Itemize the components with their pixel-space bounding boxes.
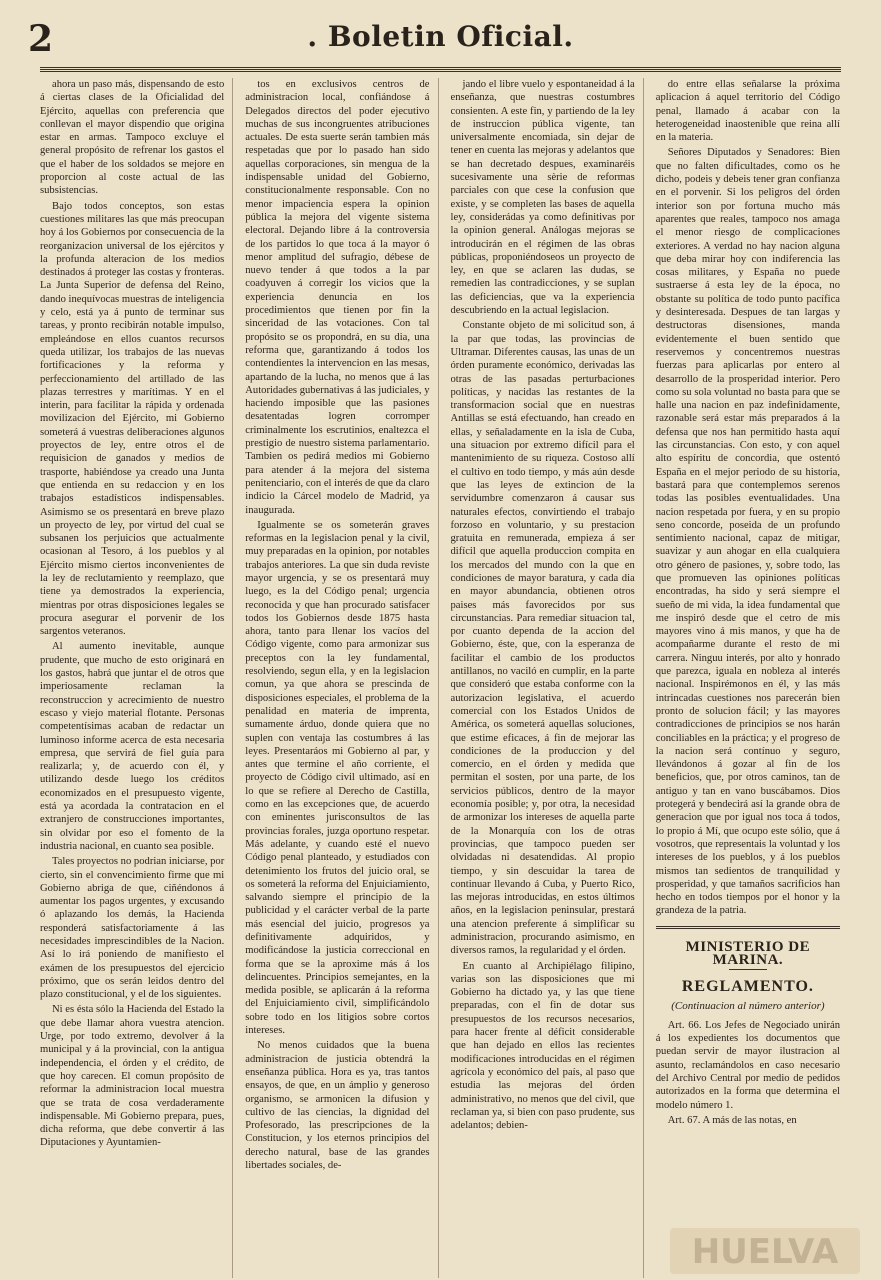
col3-paragraph: En cuanto al Archipiélago filipino, varias son las disposiciones que mi Gobierno ha dictado ya, y las que tiene preparadas, con el fin de dotar sus presupuestos de los recursos necesarios, para hacer frente al déficit considerable que han dejado en ellos las recientes modificaciones introducidas en el régimen agrícola y económico del país, al paso que estudia las mejoras del órden administrativo, no menos que del civil, que reclaman ya, si bien con paso prudente, sus adelantos; debien- bbox=[450, 960, 635, 1132]
col1-paragraph: Ni es ésta sólo la Hacienda del Estado la que debe llamar ahora vuestra atencion. Urge, por todo extremo, devolver á la municipal y á la provincial, con la antigua independencia, el órden y el crédito, de que hoy carecen. El comun propósito de reformar la administracion local muestra que se trata de cosa verdaderamente indispensable. Mi Gobierno prepara, pues, dicha reforma, que debe convertir á las Diputaciones y Ayuntamien- bbox=[40, 1004, 225, 1149]
col3-paragraph: Constante objeto de mi solicitud son, á la par que todas, las provincias de Ultramar. Diferentes causas, las unas de un órden puramente económico, derivadas las otras de las pasadas perturbaciones políticas, y nacidas las restantes de la transformacion social que en nuestras Antillas se está efectuando, han creado en ellas, y señaladamente en la isla de Cuba, una situacion por extremo difícil para el mantenimiento de su riqueza. Costoso allí el cultivo en todo tiempo, y más aún desde que las leyes de extincion de la servidumbre comenzaron á causar sus naturales efectos, convirtiendo el trabajo forzoso en voluntario, y su prestacion gratuita en remunerada, empieza á ser difícil que aquella produccion compita en los mercados del mundo con la que en condiciones de mayor baratura, y cada dia en mayor abundancia, obtienen otros paises más favorecidos por sus circunstancias. Para remediar situacion tal, por cuanto dependa de la accion del Gobierno, éste, que, con la esperanza de facilitar el cambio de los productos antillanos, no vaciló en cumplir, en la parte que consideró que estaba conforme con la autorizacion legislativa, el acuerdo comercial con los Estados Unidos de América, os someterá aquellas soluciones, que estime eficaces, á fin de mejorar las condiciones de la produccion y del comercio, en el órden y medida que permitan el sosten, por una parte, de los servicios públicos, dentro de la mayor economía posible; y, por otra, la necesidad de armonizar los intereses de aquella parte de la Monarquía con los de otras provincias, que tampoco pueden ser olvidadas ni desatendidas. Al propio tiempo, y sin descuidar la tarea de continuar llevando á Cuba, y Puerto Rico, las mejoras introducidas, en estos últimos años, en la legislacion peninsular, prestará una atencion preferente á simplificar su administracion, procurando asimismo, en diversos ramos, la regularidad y el órden. bbox=[450, 320, 635, 957]
col1-paragraph: Bajo todos conceptos, son estas cuestiones militares las que más preocupan hoy á los Gobiernos por consecuencia de la reorganizacion universal de los ejércitos y la profunda alteracion de los medios destinados á proteger las costas y fronteras. La Junta Superior de defensa del Reino, dando inequívocas muestras de inteligencia y celo, está ya á punto de terminar sus tareas, y pronto recibirán notable impulso, empleándose en ellos cuantos recursos queda utilizar, los trabajos de las nuevas fortificaciones y la reforma y perfeccionamiento del artillado de las plazas terrestres y marítimas. Y en el interin, para facilitar la rápida y ordenada movilizacion del Ejército, mi Gobierno someterá á vuestras deliberaciones algunos proyectos de ley, entre otros el de requisicion de ganados y medios de trasporte, habiéndose ya creado una Junta que entienda en su redaccion y en los trabajos estadísticos indispensables. Asimismo se os presentará en breve plazo un proyecto de ley, por virtud del cual se subsanen los perjuicios que actualmente ocasionan al Tesoro, á los pueblos y al Ejército mismo ciertos inconvenientes de la ley de reclutamiento y reemplazo, que tiene ya demostrados la experiencia, mientras por otras disposiciones legales se procura asegurar el porvenir de los sargentos veteranos. bbox=[40, 200, 225, 638]
article-paragraph: Art. 66. Los Jefes de Negociado unirán á los expedientes los documentos que puedan servir de mayor ilustracion al asunto, reclamándolos en caso necesario del Archivo Central por medio de pedidos autorizados en la forma que determina el modelo número 1. bbox=[655, 1019, 840, 1111]
regulation-heading: REGLAMENTO. bbox=[681, 978, 814, 996]
short-rule bbox=[729, 969, 767, 970]
continuation-note: (Continuacion al número anterior) bbox=[671, 999, 825, 1012]
column-2 bbox=[245, 78, 438, 1278]
col4-paragraph: Señores Diputados y Senadores: Bien que no falten dificultades, como os he dicho, podeis y debeis tener gran confianza en el porvenir. Si los peligros del órden interior son por fortuna mucho más aparentes que reales, tampoco nos amaga el menor riesgo de complicaciones exteriores. A verdad no hay nacion alguna que deba mirar hoy con indiferencia las cosas militares, y España no puede sustraerse á esta ley de la época, no obstante su política de todo punto pacífica y desinteresada. Despues de tan largas y destructoras disensiones, manda evidentemente el buen sentido que reservemos y concentremos nuestras fuerzas para aplicarlas por entero al desarrollo de la prosperidad interior. Pero como su sola voluntad no basta para que se halle una nacion en paz indefinidamente, razonable será estar más preparados á la defensa que nos han permitido hasta aquí las circunstancias. Con esto, y con aquel alto espíritu de concordia, que ostentó España en el mejor periodo de su historia, bastará para que contemplemos serenos todas las posibles eventualidades. Una nacion respetada por fuera, y en su propio seno concorde, poseida de un profundo sentimiento nacional, capaz de mitigar, suavizar y aun ahogar en ella cualquiera otro género de pasiones, y, sobre todo, las que promueven las opiniones políticas encontradas, ha sido y será siempre el sueño de mi vida, la idea fundamental que me inspiró desde que el cetro de mis mayores vino á mis manos, y que ha de acompañarme durante el resto de mi carrera. Ninguu interés, por alto y honrado que parezca, iguala en nobleza al interés nacional. Inspirémonos en él, y las más intrincadas cuestiones nos parecerán bien pronto de solucion fácil; y las mayores contradicciones de principios se nos harán conciliables en la práctica; y el progreso de la nacion será contínuo y seguro, llevándonos á gozar al fin de los beneficios, que, por otros caminos, tan de antiguo y tan en vano buscábamos. Dios protegerá y bendecirá así la grande obra de generacion que por igual nos toca á todos, lo propio á Mí, que ocupo este sólio, que á vosotros, que representais la voluntad y los intereses de los pueblos, y á los pueblos mismos tan sedientos de tranquilidad y prosperidad, y que tamaños sacrificios han hecho en todos tiempos por el honor y la grandeza de la patria. bbox=[655, 147, 840, 917]
col3-paragraph: jando el libre vuelo y espontaneidad á la enseñanza, que nuestras costumbres consienten. A este fin, y partiendo de la ley de instruccion pública vigente, tan universalmente encomiada, sin dejar de tener en cuenta las mejoras y adelantos que se han decretado despues, examinaréis sucesivamente una sèrie de reformas parciales con que cese la confusion que existe, y se completen las bases de aquella ley, considerádas ya como definitivas por la opinion general. Análogas mejoras se introducirán en el régimen de las obras públicas, proponiéndoseos un proyecto de ley, en que se aclaren las dudas, se remedien las contradicciones, y se suplan las deficiencias, que va la experiencia descubriendo en la actual legislacion. bbox=[450, 79, 635, 317]
col4-paragraph: do entre ellas señalarse la próxima aplicacion á aquel territorio del Código penal, llamado á acabar con la heterogeneidad inaostenible que reina allí en la materia. bbox=[655, 79, 840, 144]
col2-paragraph: No menos cuidados que la buena administracion de justicia obtendrá la enseñanza pública. Hora es ya, tras tantos ensayos, de que, en un ámplio y generoso organismo, se armonicen la difusion y cultivo de las ciencias, la dignidad del Profesorado, las prescripciones de la Constitucion, y los eternos principios del derecho natural, base de las grandes libertades sociales, de- bbox=[245, 1040, 430, 1172]
title-separator: . bbox=[307, 20, 318, 53]
watermark-text: HUELVA bbox=[691, 1232, 839, 1272]
col1-paragraph: Al aumento inevitable, aunque prudente, que mucho de esto originará en los gastos, habrá que juntar el de otros que imperiosamente reclaman la reconstruccion y acrecimiento de nuestro escaso y viejo material flotante. Personas competentísimas acaban de redactar un luminoso informe acerca de esta necesaria empresa, que servirá de fiel guía para realizarla; y, de acuerdo con él, y utilizando desde luego los créditos economizados en el presupuesto vigente, está ya acordada la contratacion en el extranjero de construcciones importantes, sin olvidar por eso el fomento de la industria nacional, en cuanto sea posible. bbox=[40, 641, 225, 852]
article-paragraph: Art. 67. A más de las notas, en bbox=[667, 1114, 797, 1126]
column-3 bbox=[451, 78, 644, 1278]
page-number: 2 bbox=[28, 18, 54, 60]
text-columns bbox=[40, 78, 840, 1278]
title-text: Boletin Oficial. bbox=[327, 20, 574, 53]
col2-paragraph: Igualmente se os someterán graves reformas en la legislacion penal y la civil, muy preparadas en la opinion, por notables trabajos anteriores. La que sin duda reviste mayor urgencia, y se os presentará muy luego, es la del Código penal; urgencia reconocida y que han procurado satisfacer todos los Gobiernos desde 1875 hasta ahora, tanto para llenar los vacíos del Código vigente, como para armonizar sus preceptos con la ley fundamental, resolviendo, segun ella, y en la legislacion comun, ya que ahora se prescinda de disposiciones especiales, el problema de la penalidad en materia de imprenta, sumamente árduo, donde quiera que no suplen con ventaja las costumbres á las leyes. Presentaráos mi Gobierno al par, y antes que termine el año corriente, el proyecto de Código civil ultimado, así en lo que se refiere al Derecho de Castilla, como en las excepciones que, de acuerdo con eminentes jurisconsultos de las provincias forales, juzga oportuno respetar. Más adelante, y cuando esté el nuevo Código penal planteado, y estudiados con detenimiento los frutos del juicio oral, se os someterá la reforma del Enjuiciamiento, salvando siempre el principio de la publicidad y el carácter verbal de la parte más esencial del juicio, progresos ya definitivamente adquiridos, y modificándose la justicia correccional en forma que se la aproxime más á los delincuentes. Principios semejantes, en la medida posible, se aplicarán á la reforma del Enjuiciamiento civil, simplificándolo sobre todo en los litigios sobre cortos intereses. bbox=[245, 519, 430, 1037]
page-title bbox=[0, 20, 881, 53]
col1-paragraph: Tales proyectos no podrian iniciarse, por cierto, sin el convencimiento firme que mi Gobierno abriga de que, ciñéndonos á aumentar los pagos urgentes, y excusando ó aplazando los demás, la Hacienda responderá satisfactoriamente á las necesidades imprescindibles de la Nacion. Así lo irá poniendo de manifiesto el exámen de los presupuestos del ejercicio próximo, que os serán leidos dentro del plazo constitucional, y el de los siguientes. bbox=[40, 856, 225, 1001]
column-4 bbox=[656, 78, 840, 1278]
archive-watermark bbox=[670, 1228, 860, 1274]
col2-paragraph: tos en exclusivos centros de administracion local, confiándose á Delegados directos del poder ejecutivo muchas de sus incongruentes atribuciones actuales. De esta suerte serán tambien más respetadas que por lo pasado han sido aquellas corporaciones, sin mengua de la indispensable unidad del Gobierno, constitucionalmente responsable. Con no menor impaciencia espera la opinion pública la mejora del vigente sistema electoral. Dejando libre á la controversia de los partidos lo que toca á la mayor ó menor amplitud del sufragio, débese de nuevo tender á que todos a la par coadyuven á corregir los vicios que la experiencia denuncia en los procedimientos que tienen por fin la sinceridad de las votaciones. Con tal propósito se os propondrá, en su dia, una reforma que, garantizando á todos los contendientes la intervencion en las mesas, apartando de la lucha, no menos que á las Autoridades gubernativas á las judiciales, y haciendo imposible que las pasiones desatentadas logren corromper criminalmente los escrutinios, enaltezca el prestigio de nuestro sistema parlamentario. Tambien os pedirá medios mi Gobierno para atender á la mejora del sistema penitenciario, con el interés de que da claro indicio la Cárcel modelo de Madrid, ya inaugurada. bbox=[245, 79, 430, 516]
section-rule bbox=[656, 926, 840, 929]
ministry-heading: MINISTERIO DE MARINA. bbox=[685, 938, 811, 968]
column-1 bbox=[40, 78, 233, 1278]
header-rule bbox=[40, 67, 841, 72]
col1-paragraph: ahora un paso más, dispensando de esto á ciertas clases de la Oficialidad del Ejército, aquellas con preferencia que conllevan el mayor dispendio que origina estar en armas. Tampoco excluye el general propósito de refrenar los gastos el que el haber de los soldados se mejore en proporcion al coste actual de las subsistencias. bbox=[40, 79, 225, 197]
